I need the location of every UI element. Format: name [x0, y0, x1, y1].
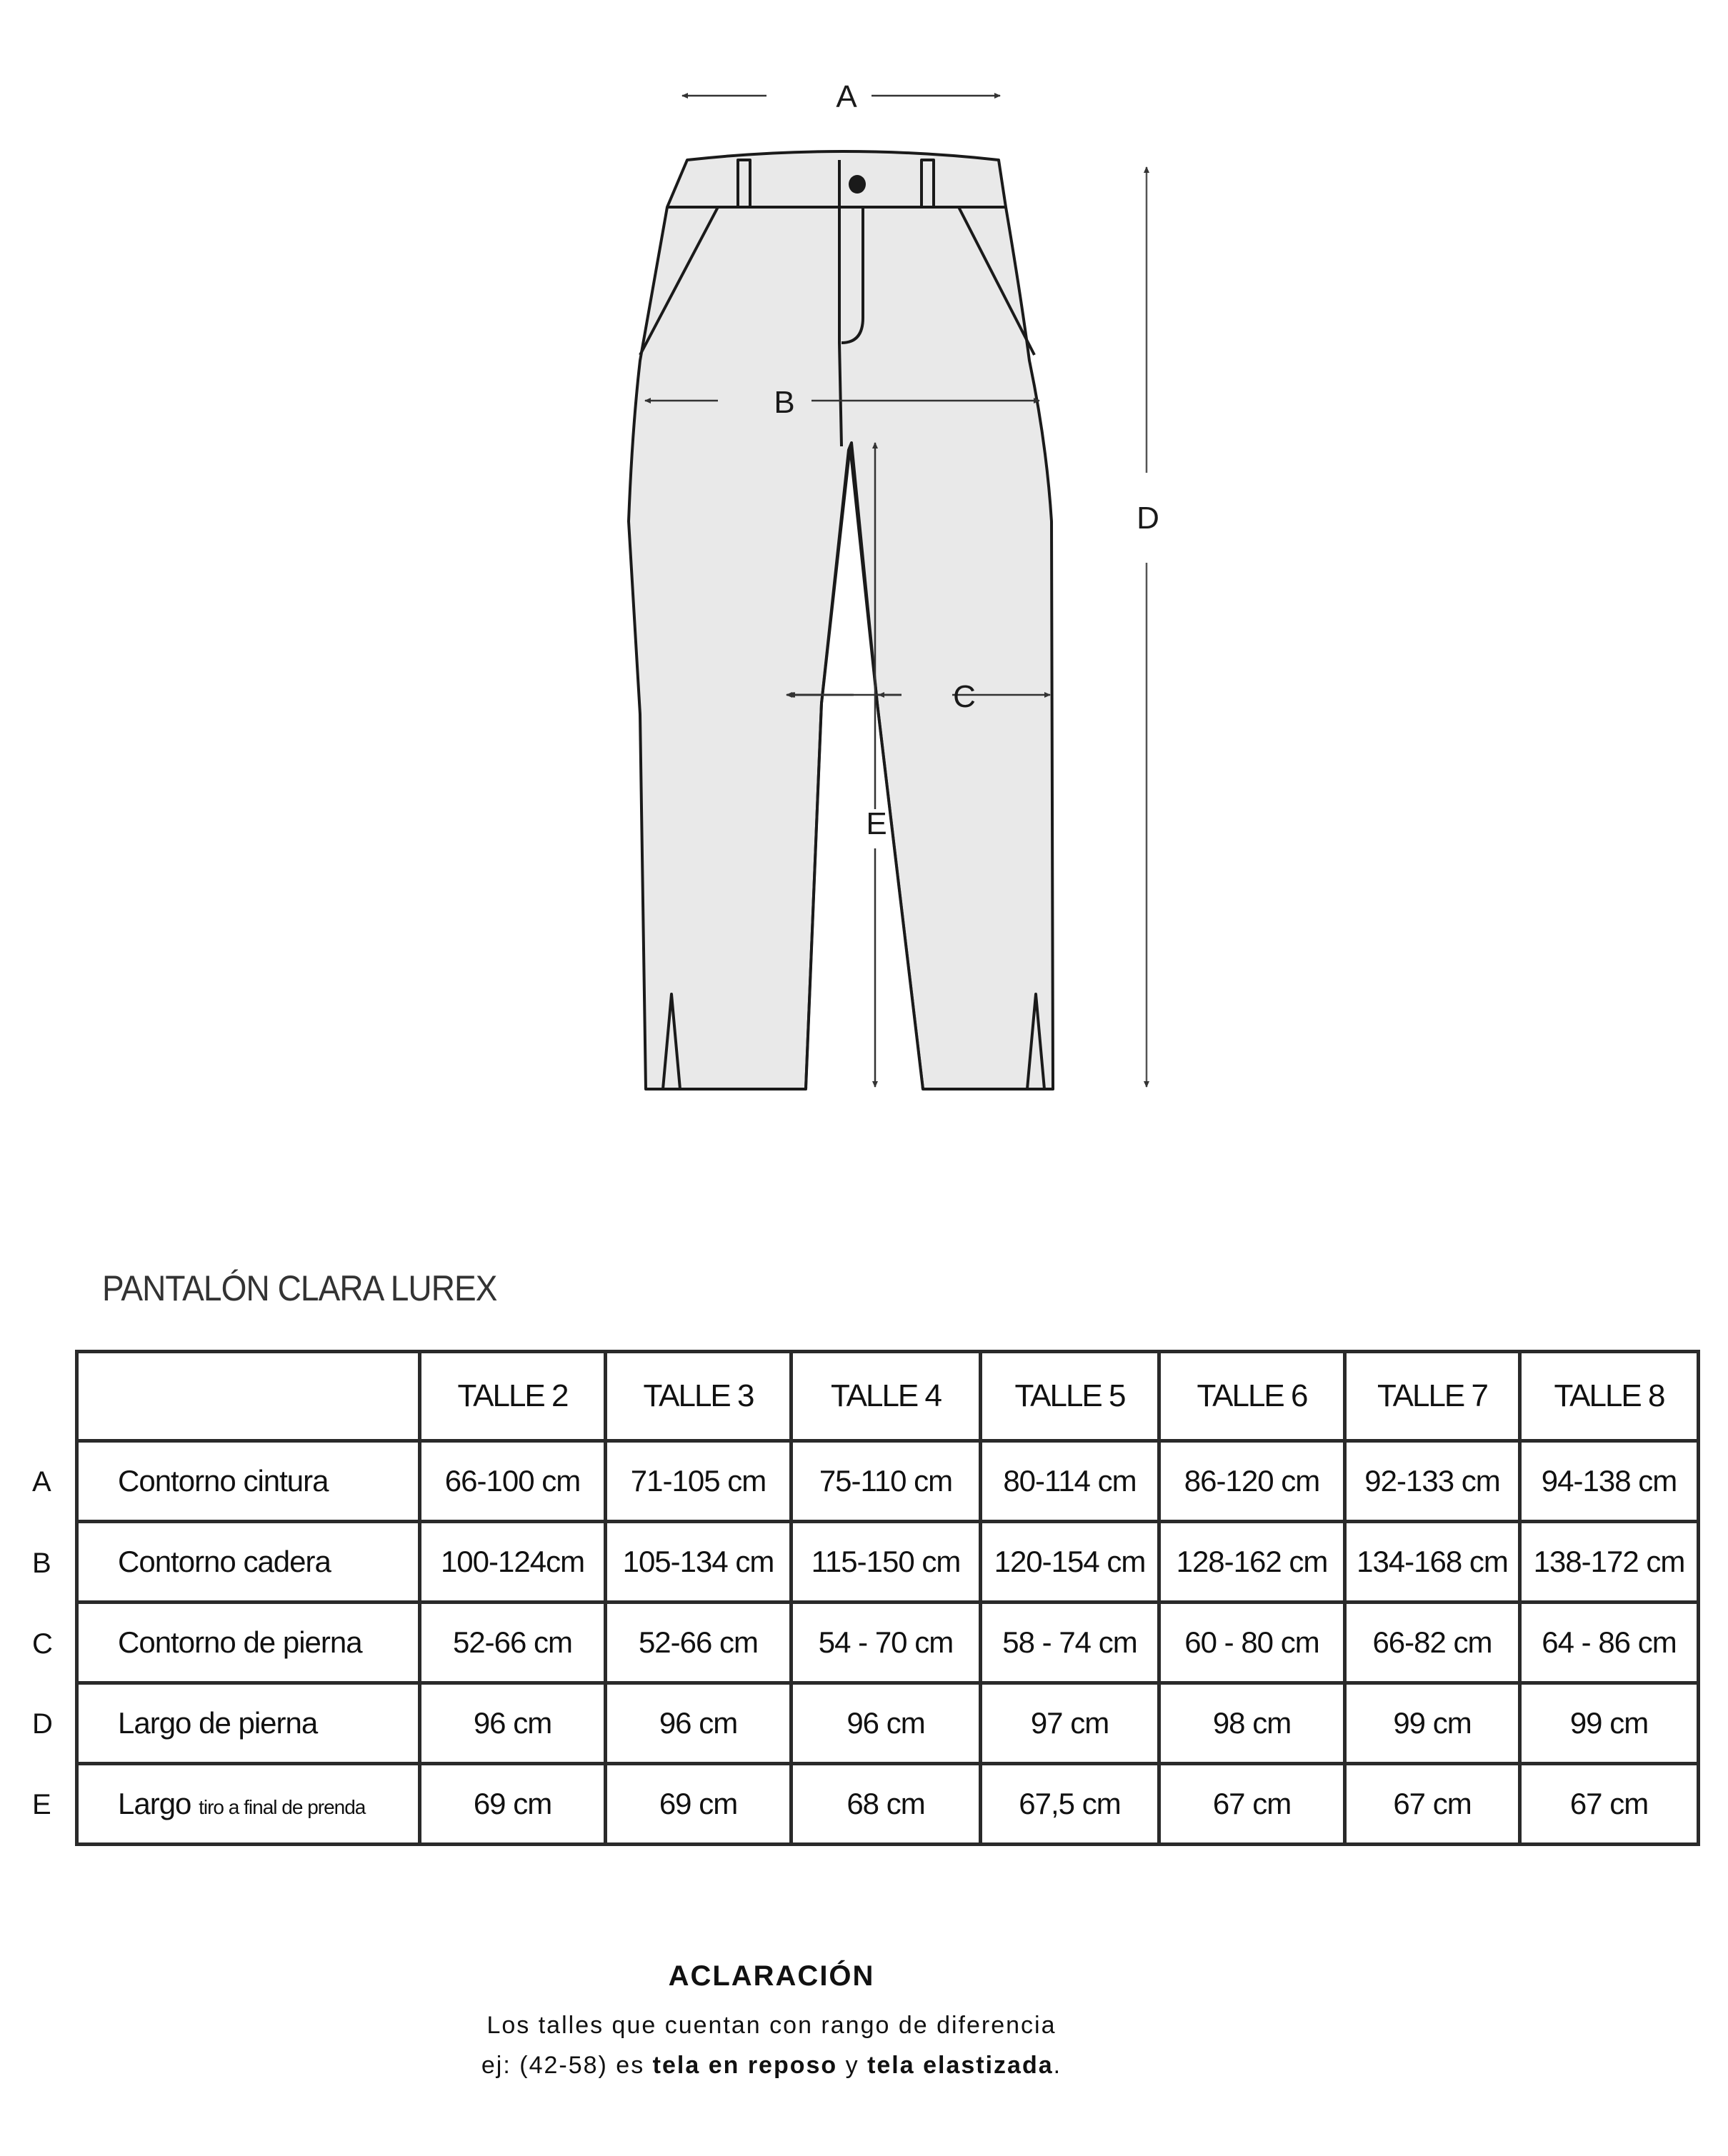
table-cell: 68 cm	[791, 1764, 981, 1845]
table-cell: 75-110 cm	[791, 1441, 981, 1522]
table-cell: 96 cm	[606, 1683, 791, 1764]
header-size: TALLE 8	[1520, 1352, 1699, 1441]
table-cell: 105-134 cm	[606, 1522, 791, 1603]
note-line-1: Los talles que cuentan con rango de diferencia	[486, 2012, 1057, 2039]
dimension-label-d: D	[1137, 501, 1159, 536]
product-title: PANTALÓN CLARA LUREX	[102, 1268, 497, 1308]
dimension-label-e: E	[866, 806, 887, 841]
note-emphasis-stretch: tela elastizada	[867, 2052, 1054, 2079]
dimension-label-a: A	[836, 79, 857, 114]
dimension-label-c: C	[953, 679, 976, 714]
table-cell: 115-150 cm	[791, 1522, 981, 1603]
note-title: ACLARACIÓN	[668, 1960, 875, 1992]
table-cell: 54 - 70 cm	[791, 1603, 981, 1683]
table-cell: 52-66 cm	[606, 1603, 791, 1683]
measurement-label: Contorno cintura	[77, 1441, 420, 1522]
table-cell: 67 cm	[1159, 1764, 1345, 1845]
table-cell: 80-114 cm	[981, 1441, 1159, 1522]
row-letter-c: C	[32, 1628, 53, 1660]
note-line-2-prefix: ej: (42-58) es	[481, 2052, 653, 2079]
table-cell: 86-120 cm	[1159, 1441, 1345, 1522]
table-row	[77, 1603, 1699, 1683]
table-cell: 67 cm	[1520, 1764, 1699, 1845]
table-cell: 138-172 cm	[1520, 1522, 1699, 1603]
table-cell: 98 cm	[1159, 1683, 1345, 1764]
table-cell: 67,5 cm	[981, 1764, 1159, 1845]
header-blank-cell	[77, 1352, 420, 1441]
table-cell: 134-168 cm	[1345, 1522, 1520, 1603]
table-header-row	[77, 1352, 1699, 1441]
measurement-label-main: Largo	[118, 1787, 191, 1820]
table-cell: 58 - 74 cm	[981, 1603, 1159, 1683]
table-cell: 96 cm	[791, 1683, 981, 1764]
table-cell: 64 - 86 cm	[1520, 1603, 1699, 1683]
table-cell: 120-154 cm	[981, 1522, 1159, 1603]
clarification-note	[0, 1960, 1543, 2085]
row-letter-d: D	[32, 1708, 53, 1740]
note-line-2-suffix: .	[1053, 2052, 1062, 2079]
header-size: TALLE 4	[791, 1352, 981, 1441]
note-line-2-mid: y	[837, 2052, 868, 2079]
table-cell: 60 - 80 cm	[1159, 1603, 1345, 1683]
row-letter-a: A	[32, 1466, 51, 1498]
table-cell: 92-133 cm	[1345, 1441, 1520, 1522]
table-cell: 66-82 cm	[1345, 1603, 1520, 1683]
note-emphasis-rest: tela en reposo	[652, 2052, 838, 2079]
table-cell: 52-66 cm	[420, 1603, 606, 1683]
table-cell: 96 cm	[420, 1683, 606, 1764]
dimension-label-b: B	[774, 385, 795, 420]
table-cell: 100-124cm	[420, 1522, 606, 1603]
header-size: TALLE 3	[606, 1352, 791, 1441]
table-cell: 128-162 cm	[1159, 1522, 1345, 1603]
table-row	[77, 1441, 1699, 1522]
note-line-2	[0, 2045, 1543, 2085]
measurement-label-note: tiro a final de prenda	[199, 1796, 366, 1818]
row-letter-e: E	[32, 1789, 51, 1820]
header-size: TALLE 5	[981, 1352, 1159, 1441]
table-cell: 99 cm	[1345, 1683, 1520, 1764]
table-cell: 69 cm	[420, 1764, 606, 1845]
size-chart-table	[75, 1350, 1700, 1846]
table-row	[77, 1764, 1699, 1845]
table-row	[77, 1683, 1699, 1764]
header-size: TALLE 6	[1159, 1352, 1345, 1441]
table-cell: 97 cm	[981, 1683, 1159, 1764]
measurement-label: Contorno cadera	[77, 1522, 420, 1603]
measurement-label: Largo de pierna	[77, 1683, 420, 1764]
table-row	[77, 1522, 1699, 1603]
measurement-label	[77, 1764, 420, 1845]
measurement-label: Contorno de pierna	[77, 1603, 420, 1683]
table-cell: 99 cm	[1520, 1683, 1699, 1764]
header-size: TALLE 2	[420, 1352, 606, 1441]
table-cell: 66-100 cm	[420, 1441, 606, 1522]
row-letter-b: B	[32, 1548, 51, 1579]
table-cell: 71-105 cm	[606, 1441, 791, 1522]
table-cell: 94-138 cm	[1520, 1441, 1699, 1522]
table-cell: 69 cm	[606, 1764, 791, 1845]
header-size: TALLE 7	[1345, 1352, 1520, 1441]
table-cell: 67 cm	[1345, 1764, 1520, 1845]
button-icon	[849, 175, 866, 194]
